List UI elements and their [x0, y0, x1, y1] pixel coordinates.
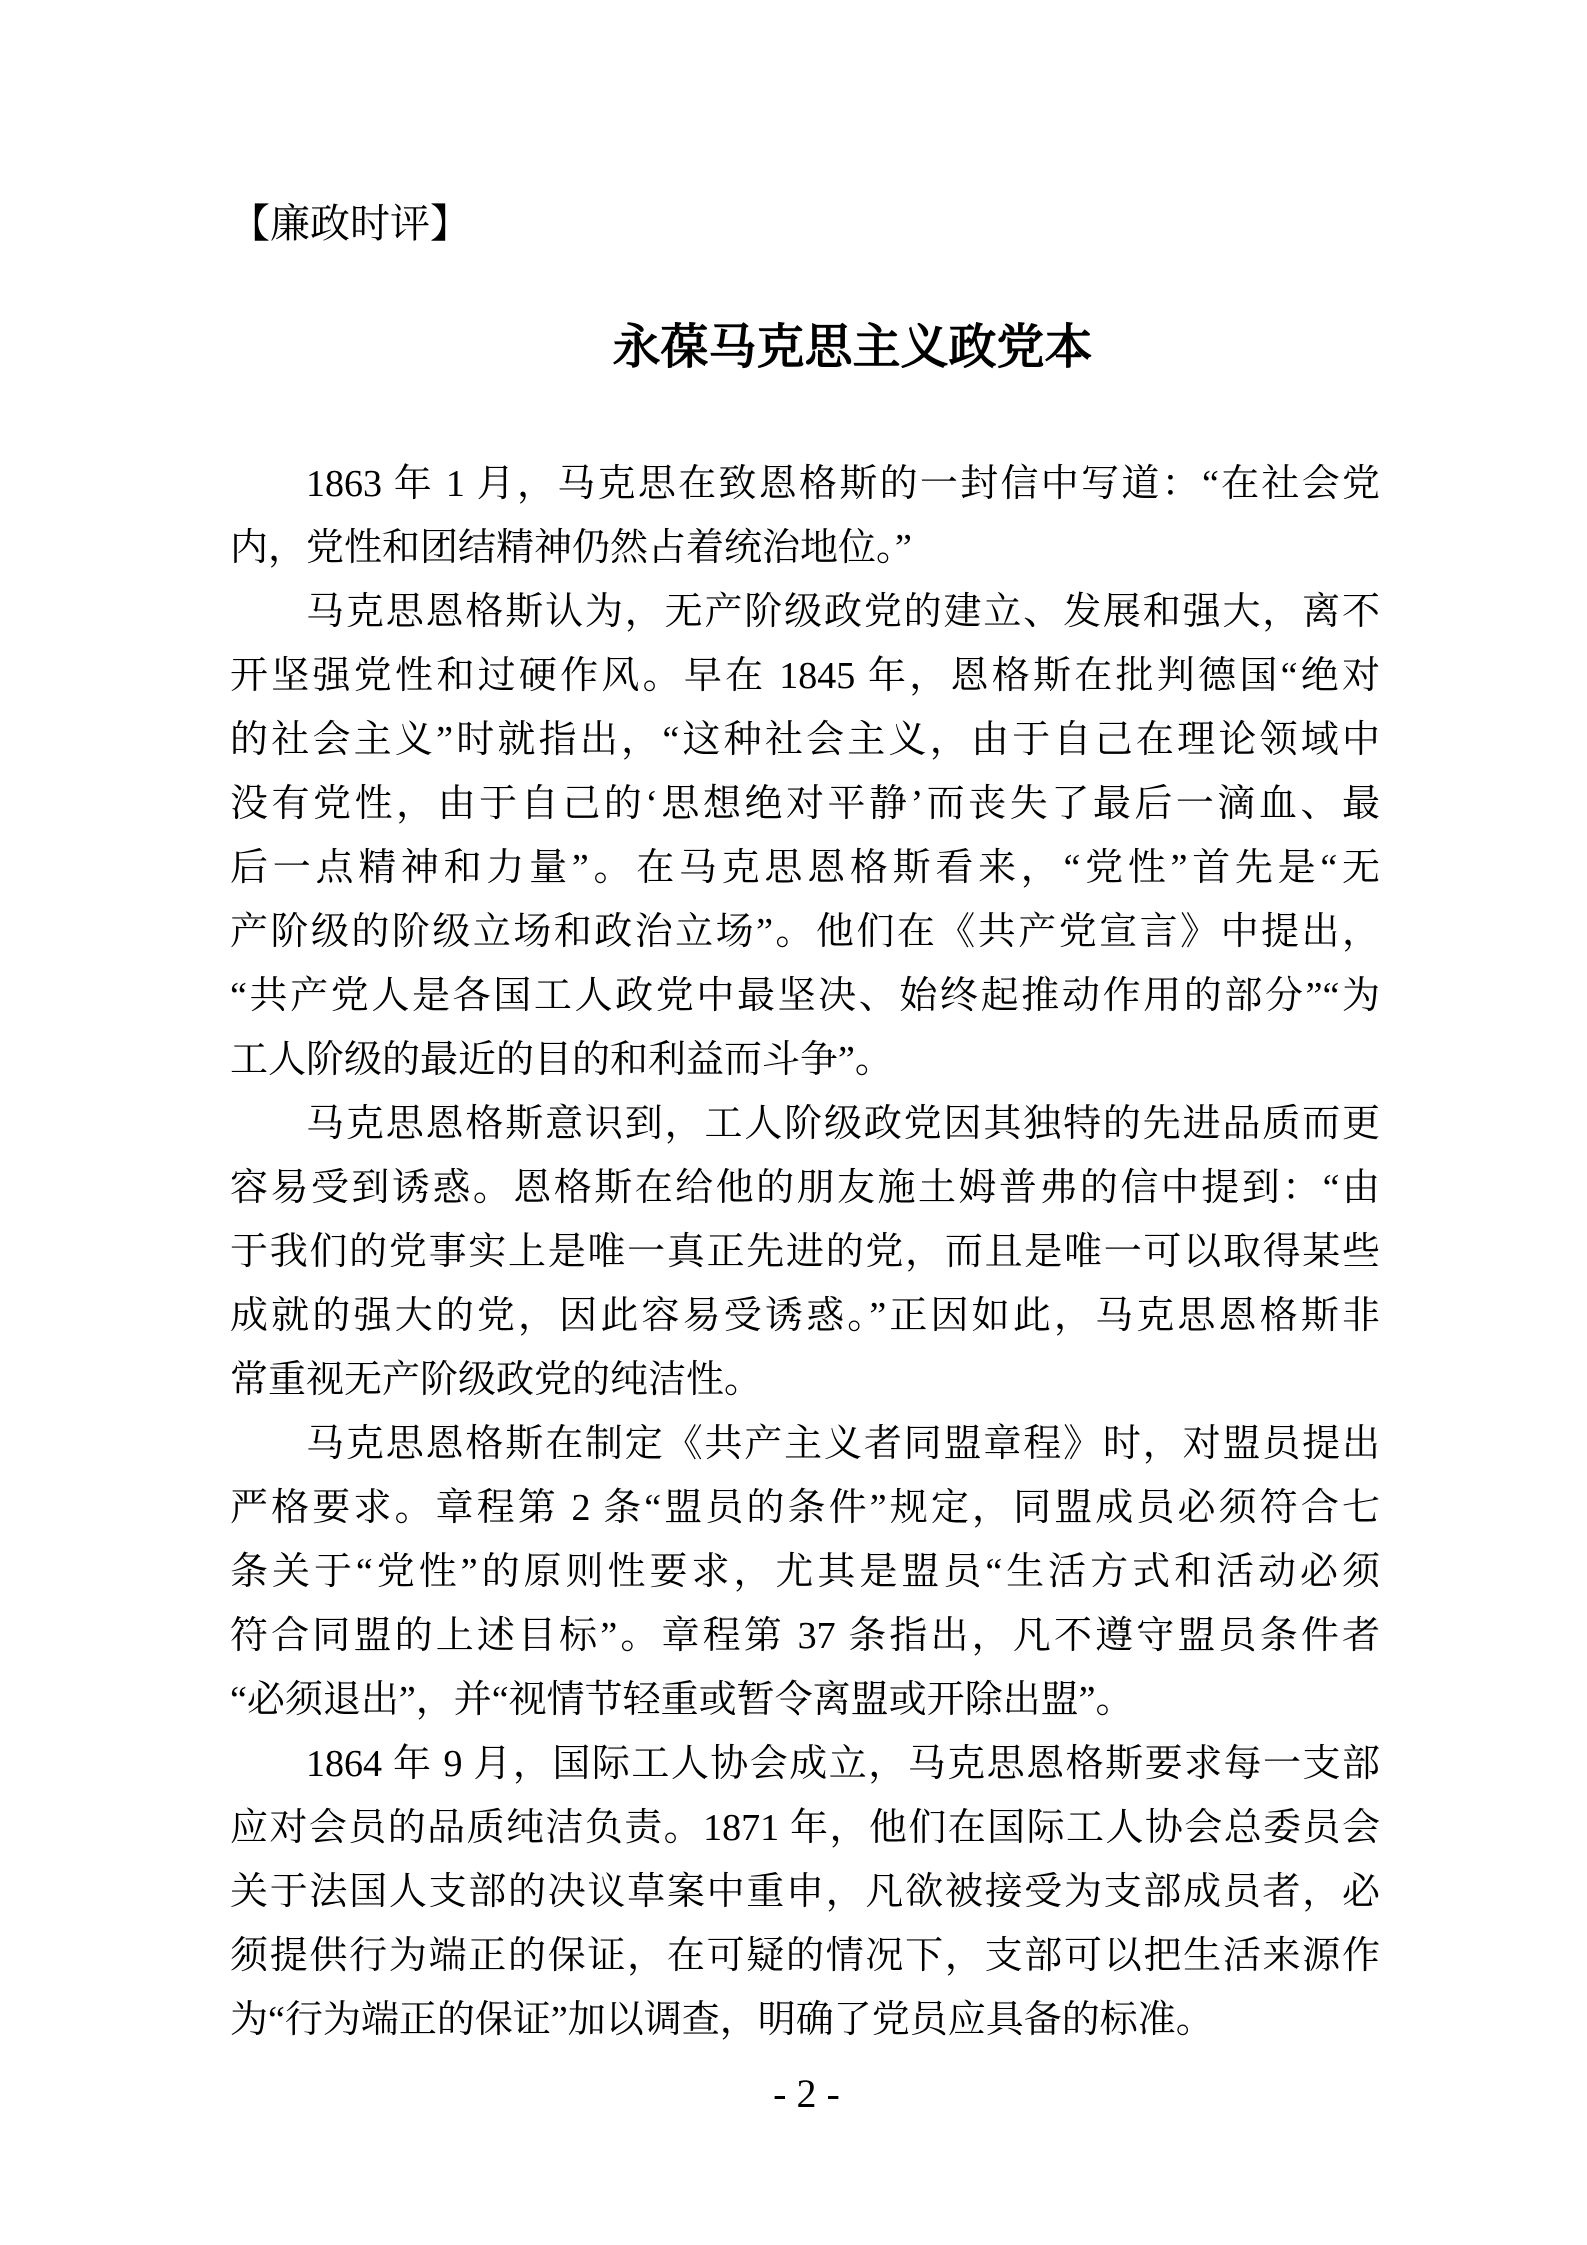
- text-line: 马克思恩格斯意识到，工人阶级政党因其独特的先进品质而更: [306, 1103, 1380, 1145]
- text-line: “共产党人是各国工人政党中最坚决、始终起推动作用的部分”“为: [230, 975, 1380, 1017]
- text-line: “必须退出”，并“视情节轻重或暂令离盟或开除出盟”。: [230, 1679, 1134, 1721]
- text-line: 为“行为端正的保证”加以调查，明确了党员应具备的标准。: [230, 1999, 1214, 2041]
- body-paragraphs: [230, 452, 1380, 2052]
- paragraph: [230, 1092, 1380, 1412]
- text-line: 于我们的党事实上是唯一真正先进的党，而且是唯一可以取得某些: [230, 1231, 1380, 1273]
- text-line: 工人阶级的最近的目的和利益而斗争”。: [230, 1039, 893, 1081]
- text-line: 内，党性和团结精神仍然占着统治地位。”: [230, 527, 912, 569]
- text-line: 关于法国人支部的决议草案中重申，凡欲被接受为支部成员者，必: [230, 1871, 1380, 1913]
- text-line: 符合同盟的上述目标”。章程第 37 条指出，凡不遵守盟员条件者: [230, 1615, 1380, 1657]
- paragraph: [230, 452, 1380, 580]
- paragraph: [230, 1412, 1380, 1732]
- text-line: 马克思恩格斯在制定《共产主义者同盟章程》时，对盟员提出: [306, 1423, 1380, 1465]
- paragraph: [230, 1732, 1380, 2052]
- text-line: 1864 年 9 月，国际工人协会成立，马克思恩格斯要求每一支部: [306, 1743, 1380, 1785]
- page-title: 永葆马克思主义政党本: [612, 321, 1093, 374]
- text-line: 没有党性，由于自己的‘思想绝对平静’而丧失了最后一滴血、最: [230, 783, 1380, 825]
- paragraph: [230, 580, 1380, 1092]
- text-line: 的社会主义”时就指出，“这种社会主义，由于自己在理论领域中: [230, 719, 1380, 761]
- text-line: 产阶级的阶级立场和政治立场”。他们在《共产党宣言》中提出，: [230, 911, 1380, 953]
- text-line: 应对会员的品质纯洁负责。1871 年，他们在国际工人协会总委员会: [230, 1807, 1380, 1849]
- text-line: 严格要求。章程第 2 条“盟员的条件”规定，同盟成员必须符合七: [230, 1487, 1380, 1529]
- text-line: 马克思恩格斯认为，无产阶级政党的建立、发展和强大，离不: [306, 591, 1380, 633]
- text-line: 开坚强党性和过硬作风。早在 1845 年，恩格斯在批判德国“绝对: [230, 655, 1380, 697]
- page-number: - 2 -: [773, 2071, 840, 2116]
- text-line: 1863 年 1 月，马克思在致恩格斯的一封信中写道：“在社会党: [306, 463, 1380, 505]
- text-line: 须提供行为端正的保证，在可疑的情况下，支部可以把生活来源作: [230, 1935, 1380, 1977]
- text-line: 容易受到诱惑。恩格斯在给他的朋友施土姆普弗的信中提到：“由: [230, 1167, 1380, 1209]
- text-line: 成就的强大的党，因此容易受诱惑。”正因如此，马克思恩格斯非: [230, 1295, 1380, 1337]
- category-tag: 【廉政时评】: [230, 201, 470, 246]
- text-line: 条关于“党性”的原则性要求，尤其是盟员“生活方式和活动必须: [230, 1551, 1380, 1593]
- text-line: 后一点精神和力量”。在马克思恩格斯看来，“党性”首先是“无: [230, 847, 1380, 889]
- text-line: 常重视无产阶级政党的纯洁性。: [230, 1359, 763, 1401]
